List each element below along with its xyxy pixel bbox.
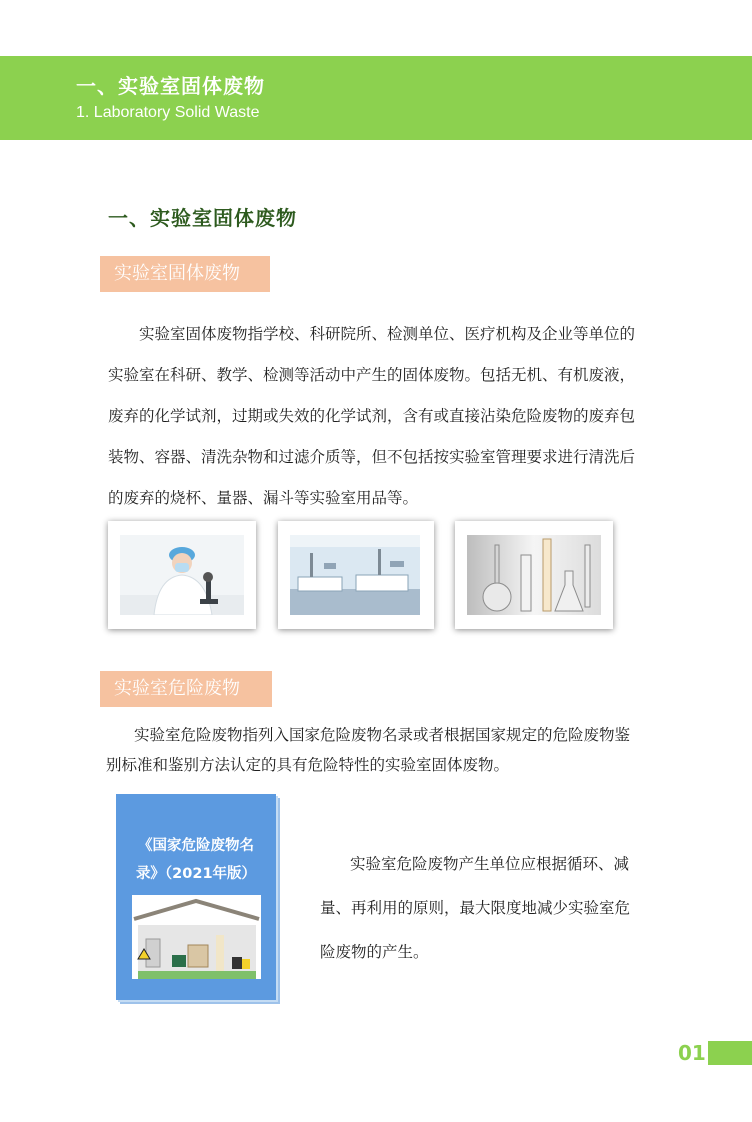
header-subtitle: 1. Laboratory Solid Waste: [76, 104, 260, 121]
reduction-principle-paragraph: 实验室危险废物产生单位应根据循环、减量、再利用的原则，最大限度地减少实验室危险废物的产生。: [320, 855, 631, 961]
laboratory-room-photo: [278, 521, 434, 629]
scientist-microscope-photo: [108, 521, 256, 629]
solid-waste-tag: 实验室固体废物: [100, 256, 270, 292]
warehouse-illustration: [132, 895, 261, 979]
hazardous-waste-tag: 实验室危险废物: [100, 671, 272, 707]
hazardous-waste-paragraph: 实验室危险废物指列入国家危险废物名录或者根据国家规定的危险废物鉴别标准和鉴别方法认定的具有危险特性的实验室固体废物。: [106, 726, 631, 774]
solid-waste-paragraph: 实验室固体废物指学校、科研院所、检测单位、医疗机构及企业等单位的实验室在科研、教学、检测等活动中产生的固体废物。包括无机、有机废液，废弃的化学试剂，过期或失效的化学试剂，含有或直接沾染危险废物的废弃包装物、容器、清洗杂物和过滤介质等，但不包括按实验室管理要求进行清洗后的废弃的烧杯、量器、漏斗等实验室用品等。: [108, 325, 636, 507]
page-number-bar: [708, 1041, 752, 1065]
catalog-book-title: 《国家危险废物名录》（2021年版）: [135, 838, 257, 882]
glassware-photo: [455, 521, 613, 629]
page-number: 01: [678, 1041, 706, 1065]
section-title: 一、实验室固体废物: [108, 206, 297, 230]
header-title: 一、实验室固体废物: [76, 74, 265, 98]
